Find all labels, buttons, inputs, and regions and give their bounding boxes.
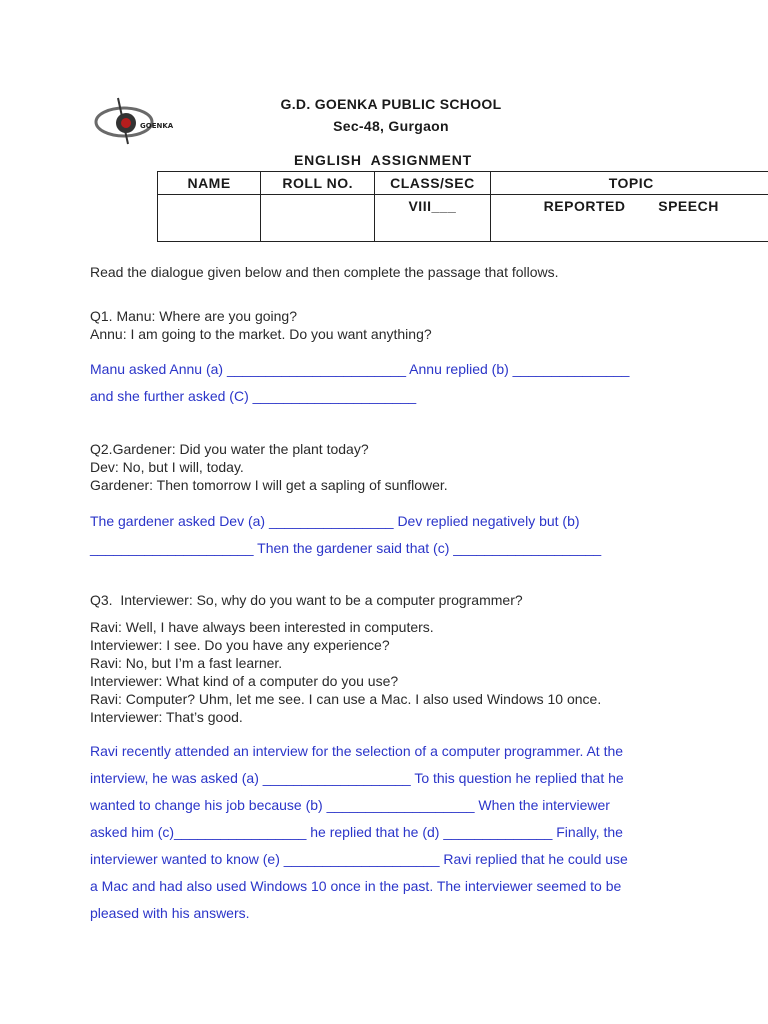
q3-dialogue-line: Ravi: No, but I’m a fast learner.: [90, 655, 283, 671]
school-location: Sec-48, Gurgaon: [333, 118, 449, 134]
assignment-title: ENGLISH ASSIGNMENT: [293, 152, 473, 168]
topic-cell: REPORTED SPEECH: [490, 195, 768, 242]
q1-passage-line: Manu asked Annu (a) _______________________ Annu replied (b) _______________: [90, 361, 630, 377]
q3-passage-line: asked him (c)_________________ he replied that he (d) ______________ Finally, the: [90, 824, 623, 840]
q2-dialogue-line: Dev: No, but I will, today.: [90, 459, 244, 475]
q3-passage-line: a Mac and had also used Windows 10 once in the past. The interviewer seemed to be: [90, 878, 622, 894]
student-info-table: [157, 171, 768, 242]
header-roll-no: ROLL NO.: [261, 172, 375, 195]
header-topic: TOPIC: [490, 172, 768, 195]
q3-passage-line: wanted to change his job because (b) ___________________ When the interviewer: [90, 797, 610, 813]
q3-passage-line: interviewer wanted to know (e) ____________________ Ravi replied that he could use: [90, 851, 628, 867]
q1-passage-line: and she further asked (C) _____________________: [90, 388, 417, 404]
q3-dialogue-line: Interviewer: What kind of a computer do you use?: [90, 673, 399, 689]
logo-text: GOENKA: [140, 122, 174, 130]
q2-passage-line: _____________________ Then the gardener said that (c) ___________________: [90, 540, 602, 556]
q1-dialogue-line: Annu: I am going to the market. Do you want anything?: [90, 326, 432, 342]
header-name: NAME: [158, 172, 261, 195]
instruction: Read the dialogue given below and then complete the passage that follows.: [90, 264, 559, 280]
roll-no-cell[interactable]: [261, 195, 375, 242]
q2-dialogue-line: Gardener: Then tomorrow I will get a sapling of sunflower.: [90, 477, 448, 493]
q3-dialogue-line: Ravi: Computer? Uhm, let me see. I can use a Mac. I also used Windows 10 once.: [90, 691, 602, 707]
q3-dialogue-line: Q3. Interviewer: So, why do you want to be a computer programmer?: [90, 592, 523, 608]
q3-passage-line: interview, he was asked (a) ___________________ To this question he replied that he: [90, 770, 624, 786]
q2-dialogue-line: Q2.Gardener: Did you water the plant today?: [90, 441, 369, 457]
q3-dialogue-line: Interviewer: That’s good.: [90, 709, 243, 725]
q3-dialogue-line: Ravi: Well, I have always been interested in computers.: [90, 619, 434, 635]
q2-passage-line: The gardener asked Dev (a) ________________ Dev replied negatively but (b): [90, 513, 580, 529]
q3-dialogue-line: Interviewer: I see. Do you have any experience?: [90, 637, 390, 653]
q3-passage-line: pleased with his answers.: [90, 905, 250, 921]
table-value-row: [158, 195, 768, 242]
table-header-row: [158, 172, 768, 195]
header-class-sec: CLASS/SEC: [375, 172, 490, 195]
q1-dialogue-line: Q1. Manu: Where are you going?: [90, 308, 298, 324]
name-cell[interactable]: [158, 195, 261, 242]
q3-passage-line: Ravi recently attended an interview for the selection of a computer programmer. At the: [90, 743, 624, 759]
school-name: G.D. GOENKA PUBLIC SCHOOL: [280, 96, 502, 112]
class-sec-cell[interactable]: VIII___: [375, 195, 490, 242]
